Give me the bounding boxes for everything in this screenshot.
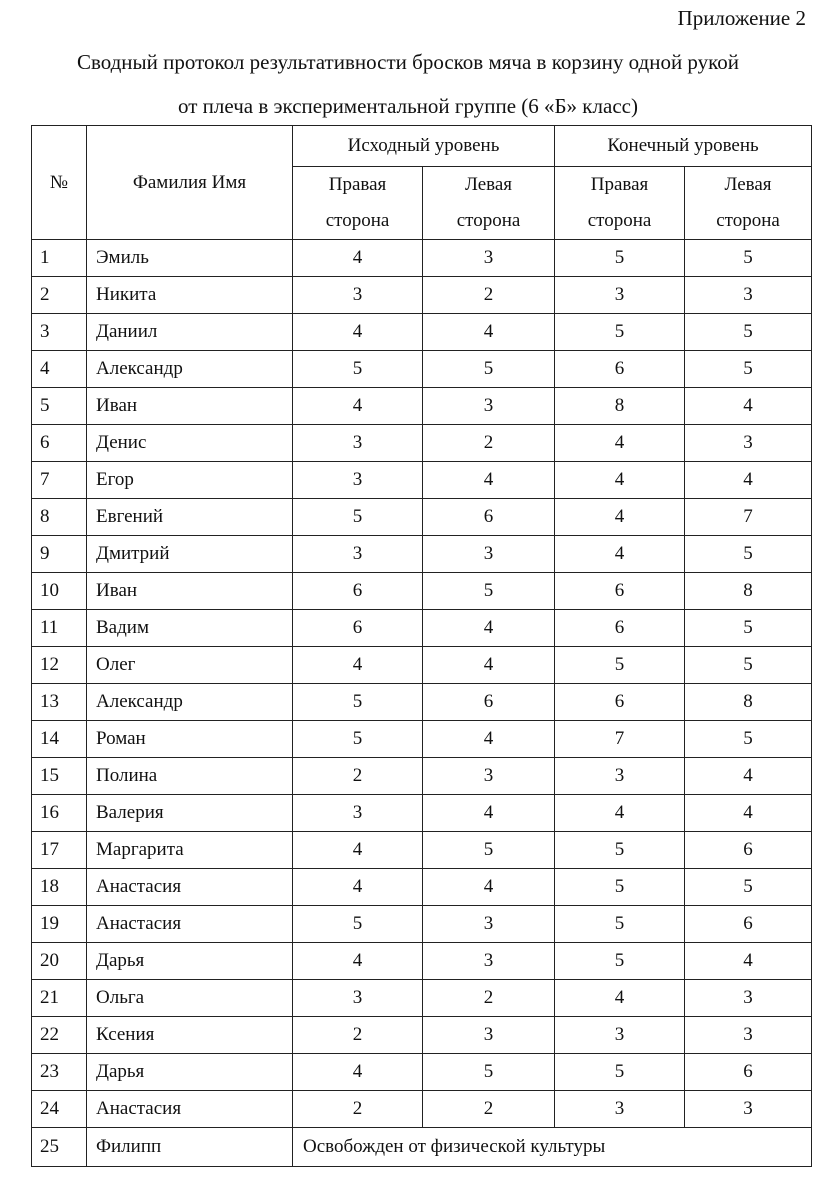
initial-right-value: 3 [293,277,423,314]
header-final-right [555,167,685,240]
final-right-value: 6 [555,610,685,647]
final-right-value: 4 [555,536,685,573]
initial-left-value: 2 [423,425,555,462]
table-row [32,240,812,277]
initial-left-value: 3 [423,1017,555,1054]
header-initial-left [423,167,555,240]
initial-right-value: 4 [293,314,423,351]
initial-left-value: 3 [423,943,555,980]
final-left-value: 5 [685,351,812,388]
final-right-value: 3 [555,1091,685,1128]
student-name: Полина [87,758,293,795]
final-left-value: 6 [685,1054,812,1091]
initial-left-value: 3 [423,906,555,943]
initial-left-value: 6 [423,684,555,721]
initial-left-value: 5 [423,573,555,610]
final-right-value: 5 [555,647,685,684]
header-side-word: сторона [456,210,521,231]
initial-right-value: 3 [293,462,423,499]
table-row [32,684,812,721]
table-row [32,351,812,388]
final-left-value: 4 [685,943,812,980]
final-left-value: 4 [685,795,812,832]
table-row [32,943,812,980]
student-name: Даниил [87,314,293,351]
results-table [31,125,812,1167]
table-row [32,1017,812,1054]
student-name: Олег [87,647,293,684]
initial-left-value: 5 [423,351,555,388]
student-name: Филипп [87,1128,293,1167]
initial-right-value: 4 [293,388,423,425]
final-right-value: 6 [555,351,685,388]
table-row [32,869,812,906]
table-row [32,795,812,832]
header-side-word: сторона [716,210,780,231]
initial-right-value: 4 [293,647,423,684]
initial-right-value: 6 [293,573,423,610]
row-number: 1 [32,240,87,277]
student-name: Дарья [87,943,293,980]
row-number: 7 [32,462,87,499]
row-number: 8 [32,499,87,536]
table-row [32,462,812,499]
initial-right-value: 5 [293,721,423,758]
initial-left-value: 5 [423,1054,555,1091]
final-right-value: 3 [555,758,685,795]
table-row [32,906,812,943]
row-number: 17 [32,832,87,869]
table-row [32,721,812,758]
table-row [32,277,812,314]
header-left-word: Левая [724,174,772,195]
final-left-value: 6 [685,832,812,869]
table-row [32,832,812,869]
row-number: 15 [32,758,87,795]
final-right-value: 4 [555,499,685,536]
initial-right-value: 3 [293,795,423,832]
final-left-value: 3 [685,1017,812,1054]
row-number: 12 [32,647,87,684]
table-row [32,1054,812,1091]
final-right-value: 8 [555,388,685,425]
initial-left-value: 2 [423,1091,555,1128]
initial-right-value: 3 [293,536,423,573]
table-row-exempt [32,1128,812,1167]
final-right-value: 5 [555,314,685,351]
table-row [32,980,812,1017]
student-name: Денис [87,425,293,462]
header-initial-level: Исходный уровень [293,126,555,167]
initial-left-value: 3 [423,240,555,277]
header-final-level: Конечный уровень [555,126,812,167]
table-row [32,758,812,795]
final-left-value: 4 [685,462,812,499]
initial-right-value: 4 [293,832,423,869]
table-row [32,425,812,462]
final-right-value: 4 [555,795,685,832]
document-title [0,40,816,128]
header-right-word: Правая [328,174,387,195]
final-left-value: 8 [685,684,812,721]
row-number: 19 [32,906,87,943]
final-left-value: 4 [685,758,812,795]
student-name: Валерия [87,795,293,832]
student-name: Иван [87,573,293,610]
header-num: № [32,126,87,240]
table-row [32,573,812,610]
initial-right-value: 2 [293,1091,423,1128]
header-side-word: сторона [587,210,652,231]
title-line-2: от плеча в экспериментальной группе (6 «Б» класс) [178,94,638,118]
final-left-value: 5 [685,647,812,684]
final-right-value: 5 [555,869,685,906]
row-number: 6 [32,425,87,462]
initial-right-value: 5 [293,499,423,536]
initial-right-value: 4 [293,943,423,980]
initial-left-value: 4 [423,610,555,647]
initial-right-value: 3 [293,980,423,1017]
student-name: Эмиль [87,240,293,277]
student-name: Никита [87,277,293,314]
final-right-value: 4 [555,425,685,462]
final-left-value: 3 [685,980,812,1017]
student-name: Анастасия [87,869,293,906]
row-number: 3 [32,314,87,351]
row-number: 14 [32,721,87,758]
initial-left-value: 2 [423,277,555,314]
table-row [32,388,812,425]
final-left-value: 6 [685,906,812,943]
row-number: 2 [32,277,87,314]
row-number: 20 [32,943,87,980]
row-number: 21 [32,980,87,1017]
row-number: 23 [32,1054,87,1091]
row-number: 10 [32,573,87,610]
final-left-value: 5 [685,721,812,758]
table-row [32,314,812,351]
student-name: Роман [87,721,293,758]
row-number: 13 [32,684,87,721]
initial-right-value: 5 [293,351,423,388]
student-name: Анастасия [87,1091,293,1128]
student-name: Дмитрий [87,536,293,573]
final-right-value: 5 [555,240,685,277]
initial-right-value: 2 [293,758,423,795]
header-initial-right [293,167,423,240]
table-row [32,536,812,573]
header-final-left [685,167,812,240]
student-name: Дарья [87,1054,293,1091]
student-name: Александр [87,351,293,388]
initial-right-value: 6 [293,610,423,647]
final-right-value: 5 [555,906,685,943]
final-left-value: 4 [685,388,812,425]
initial-right-value: 5 [293,684,423,721]
final-right-value: 4 [555,462,685,499]
row-number: 25 [32,1128,87,1167]
initial-right-value: 5 [293,906,423,943]
initial-left-value: 4 [423,721,555,758]
header-name: Фамилия Имя [87,126,293,240]
row-number: 22 [32,1017,87,1054]
exemption-note: Освобожден от физической культуры [293,1128,812,1167]
student-name: Александр [87,684,293,721]
initial-left-value: 2 [423,980,555,1017]
final-right-value: 5 [555,1054,685,1091]
table-row [32,610,812,647]
initial-right-value: 2 [293,1017,423,1054]
initial-left-value: 6 [423,499,555,536]
student-name: Егор [87,462,293,499]
initial-left-value: 4 [423,314,555,351]
student-name: Вадим [87,610,293,647]
row-number: 9 [32,536,87,573]
row-number: 5 [32,388,87,425]
final-right-value: 5 [555,832,685,869]
final-left-value: 5 [685,536,812,573]
student-name: Евгений [87,499,293,536]
final-left-value: 5 [685,240,812,277]
final-left-value: 5 [685,314,812,351]
appendix-label: Приложение 2 [677,6,806,30]
final-right-value: 6 [555,573,685,610]
initial-left-value: 3 [423,536,555,573]
row-number: 18 [32,869,87,906]
initial-left-value: 4 [423,869,555,906]
final-left-value: 3 [685,425,812,462]
student-name: Ольга [87,980,293,1017]
table-row [32,647,812,684]
student-name: Иван [87,388,293,425]
final-right-value: 3 [555,1017,685,1054]
row-number: 24 [32,1091,87,1128]
header-right-word: Правая [590,174,649,195]
initial-left-value: 4 [423,647,555,684]
final-left-value: 5 [685,610,812,647]
final-right-value: 3 [555,277,685,314]
initial-left-value: 5 [423,832,555,869]
final-left-value: 5 [685,869,812,906]
final-right-value: 4 [555,980,685,1017]
row-number: 11 [32,610,87,647]
initial-left-value: 3 [423,388,555,425]
student-name: Маргарита [87,832,293,869]
initial-left-value: 4 [423,462,555,499]
student-name: Ксения [87,1017,293,1054]
final-left-value: 7 [685,499,812,536]
table-body [32,240,812,1167]
final-right-value: 7 [555,721,685,758]
student-name: Анастасия [87,906,293,943]
header-side-word: сторона [325,210,390,231]
final-right-value: 5 [555,943,685,980]
table-row [32,1091,812,1128]
initial-right-value: 3 [293,425,423,462]
table-row [32,499,812,536]
initial-left-value: 3 [423,758,555,795]
row-number: 4 [32,351,87,388]
initial-right-value: 4 [293,869,423,906]
initial-right-value: 4 [293,240,423,277]
initial-right-value: 4 [293,1054,423,1091]
final-left-value: 3 [685,277,812,314]
row-number: 16 [32,795,87,832]
header-left-word: Левая [464,174,513,195]
final-left-value: 3 [685,1091,812,1128]
final-right-value: 6 [555,684,685,721]
initial-left-value: 4 [423,795,555,832]
final-left-value: 8 [685,573,812,610]
title-line-1: Сводный протокол результативности бросков мяча в корзину одной рукой [76,50,740,74]
